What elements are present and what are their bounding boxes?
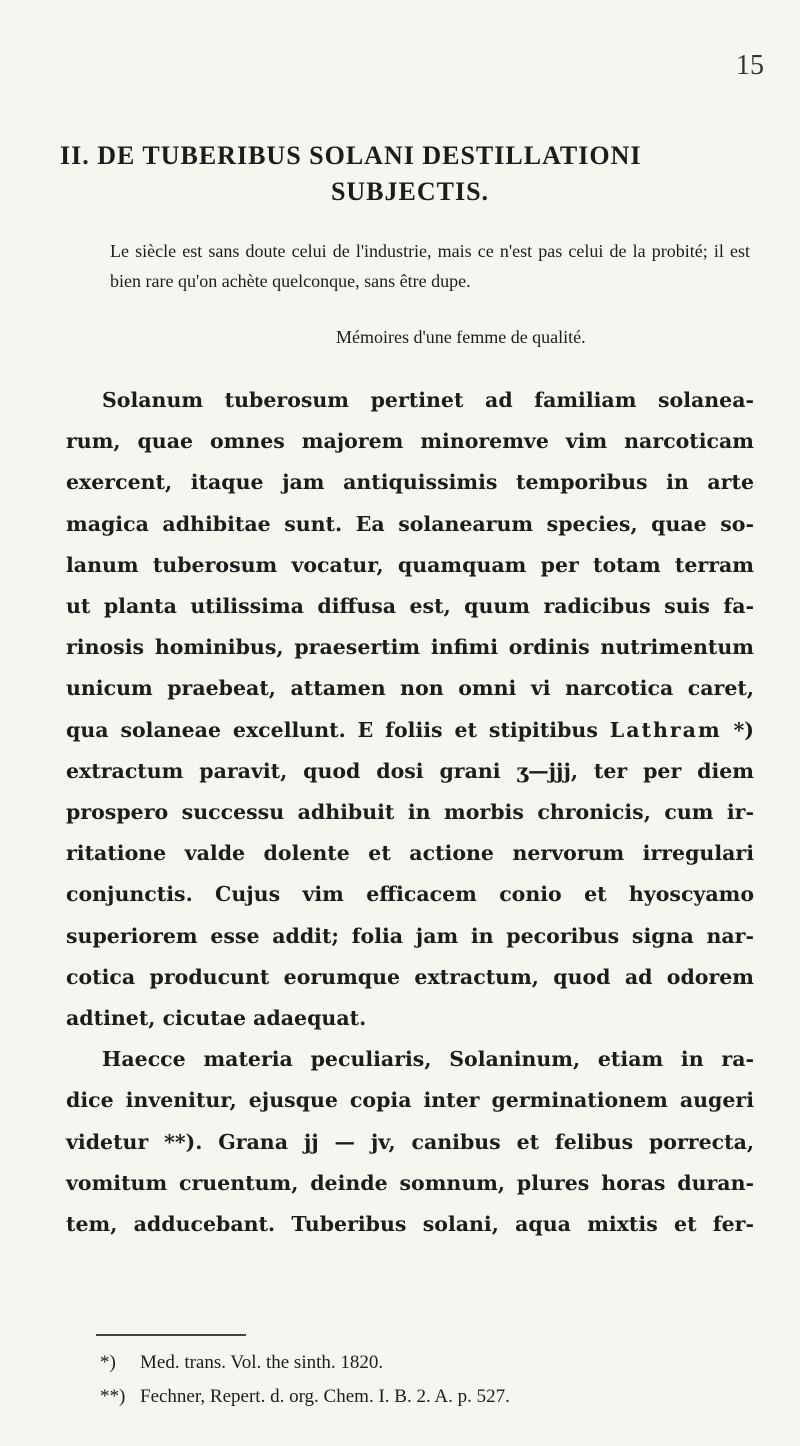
section-title-line-2: SUBJECTIS.: [330, 177, 490, 206]
footnote-1: [100, 1346, 760, 1380]
body-line: videtur **). Grana jj — jv, canibus et felibus porrecta,: [66, 1129, 754, 1154]
body-line: ut planta utilissima diffusa est, quum radicibus suis fa-: [66, 594, 754, 619]
body-line: conjunctis. Cujus vim efficacem conio et hyoscyamo: [66, 882, 754, 907]
body-line: dice invenitur, ejusque copia inter germinationem augeri: [66, 1088, 754, 1113]
body-line: extractum paravit, quod dosi grani ʒ—jjj, ter per diem: [66, 758, 754, 783]
body-line: Solanum tuberosum pertinet ad familiam solanea-: [102, 388, 754, 412]
epigraph-source: Mémoires d'une femme de qualité.: [336, 327, 586, 347]
footnote-text: Fechner, Repert. d. org. Chem. I. B. 2. A. p. 527.: [140, 1386, 510, 1407]
body-line: cotica producunt eorumque extractum, quod ad odorem: [66, 964, 754, 989]
body-line: unicum praebeat, attamen non omni vi narcotica caret,: [66, 676, 754, 701]
epigraph-quote: Le siècle est sans doute celui de l'industrie, mais ce n'est pas celui de la probité; il est bien rare qu'on achète quelconque, sans être dupe.: [110, 241, 750, 291]
body-line: lanum tuberosum vocatur, quamquam per totam terram: [66, 552, 754, 577]
body-line: adtinet, cicutae adaequat.: [66, 1006, 367, 1031]
footnote-text: Med. trans. Vol. the sinth. 1820.: [140, 1352, 384, 1373]
body-line-with-lathram: [66, 710, 754, 751]
footnote-2: [100, 1380, 760, 1414]
page-number: 15: [736, 50, 764, 81]
footnote-divider: [96, 1334, 246, 1336]
footnote-reference: *): [733, 717, 754, 742]
footnotes: [100, 1346, 760, 1414]
lathram-name: Lathram: [609, 717, 722, 742]
body-line-text: qua solaneae excellunt. E foliis et stipitibus: [66, 717, 598, 742]
footnote-mark: **): [100, 1386, 126, 1407]
body-text: [66, 380, 754, 1245]
body-line: rinosis hominibus, praesertim infimi ordinis nutrimentum: [66, 635, 754, 660]
body-line: ritatione valde dolente et actione nervorum irregulari: [66, 841, 754, 866]
body-line: tem, adducebant. Tuberibus solani, aqua mixtis et fer-: [66, 1212, 754, 1237]
body-line: Haecce materia peculiaris, Solaninum, etiam in ra-: [102, 1047, 754, 1072]
body-line: vomitum cruentum, deinde somnum, plures horas duran-: [66, 1170, 754, 1195]
body-line: superiorem esse addit; folia jam in pecoribus signa nar-: [66, 923, 754, 948]
body-line: magica adhibitae sunt. Ea solanearum species, quae so-: [66, 511, 754, 536]
section-title-line-1: II. DE TUBERIBUS SOLANI DESTILLATIONI: [60, 141, 642, 170]
body-line: prospero successu adhibuit in morbis chronicis, cum ir-: [66, 800, 754, 825]
section-title: [60, 138, 760, 210]
body-line: rum, quae omnes majorem minoremve vim narcoticam: [66, 429, 754, 454]
body-line: exercent, itaque jam antiquissimis temporibus in arte: [66, 470, 754, 495]
footnote-mark: *): [100, 1352, 116, 1373]
